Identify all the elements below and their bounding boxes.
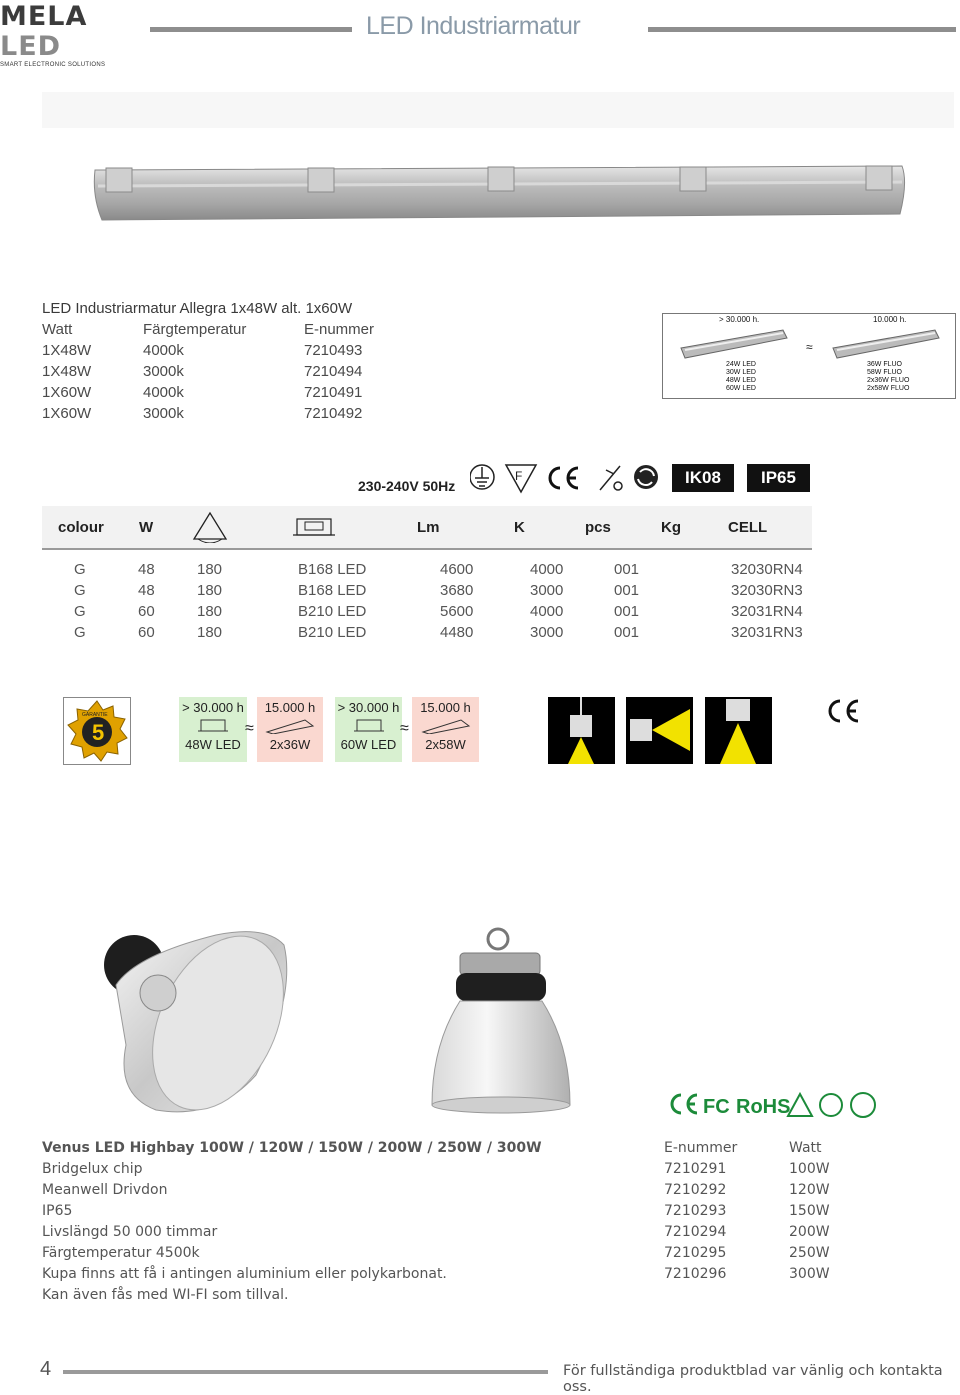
ceiling-mount-icon xyxy=(548,697,615,764)
right-hours: 10.000 h. xyxy=(873,315,907,324)
spec-line: 60W LED xyxy=(726,385,756,392)
col-color-temp: Färgtemperatur xyxy=(143,321,247,338)
spec-line: 48W LED xyxy=(726,377,756,384)
col-enummer: E-nummer xyxy=(664,1140,738,1156)
th-cell: CELL xyxy=(728,519,768,536)
header-rule-left xyxy=(150,27,352,32)
table-row xyxy=(664,1201,830,1222)
recycle-icon xyxy=(634,465,658,489)
warranty-years: 5 xyxy=(92,720,105,745)
highbay-image-reflector xyxy=(96,925,291,1117)
cell-enummer: 7210494 xyxy=(304,363,363,380)
highbay-image-dome xyxy=(430,925,582,1117)
spec-line: 24W LED xyxy=(726,361,756,368)
cell-cell: 32031RN4 xyxy=(731,603,803,620)
cell-kelvin: 3000 xyxy=(530,582,564,599)
spec-line: 2x36W FLUO xyxy=(867,377,910,384)
cell-lamp: B210 LED xyxy=(298,603,367,620)
lifetime-box-led60 xyxy=(335,697,402,762)
logo-text-mela: MELA xyxy=(0,1,88,32)
cell-angle: 180 xyxy=(197,624,223,641)
th-watt: W xyxy=(139,519,154,536)
warranty-seal-icon xyxy=(64,698,130,764)
cell-pcs: 001 xyxy=(614,624,640,641)
cell-watt: 300W xyxy=(789,1266,830,1282)
cell-watt: 150W xyxy=(789,1203,830,1219)
left-hours: > 30.000 h. xyxy=(719,315,760,324)
cell-enummer: 7210491 xyxy=(304,384,363,401)
cell-cell: 32030RN4 xyxy=(731,561,803,578)
fluorescent-tube-icon xyxy=(265,718,315,734)
table-row xyxy=(664,1159,830,1180)
th-kelvin: K xyxy=(514,519,525,536)
product2-features xyxy=(42,1159,447,1306)
cell-cell: 32030RN3 xyxy=(731,582,803,599)
fluo-fixture-icon xyxy=(831,326,943,366)
cell-angle: 180 xyxy=(197,603,223,620)
lifetime-label: 2x36W xyxy=(269,737,311,752)
table-row xyxy=(664,1243,830,1264)
footer-rule xyxy=(63,1370,548,1374)
cell-watt: 200W xyxy=(789,1224,830,1240)
spec-line: 58W FLUO xyxy=(867,369,903,376)
ip-rating-badge: IP65 xyxy=(747,464,810,492)
cell-lumen: 5600 xyxy=(440,603,474,620)
lifetime-box-fluo36 xyxy=(257,697,323,762)
lifetime-hours: > 30.000 h xyxy=(337,700,400,715)
cell-angle: 180 xyxy=(197,561,223,578)
cell-watt: 1X60W xyxy=(42,384,92,401)
beam-angle-icon xyxy=(192,511,228,543)
th-lumen: Lm xyxy=(417,519,440,536)
cell-watt: 60 xyxy=(138,603,155,620)
lamp-type-icon xyxy=(293,513,335,541)
led-module-icon xyxy=(198,718,228,734)
cell-lamp: B168 LED xyxy=(298,561,367,578)
cell-pcs: 001 xyxy=(614,561,640,578)
feature-line: Bridgelux chip xyxy=(42,1161,143,1177)
ik-rating-badge: IK08 xyxy=(672,464,734,492)
table-row xyxy=(42,382,402,403)
product2-title: Venus LED Highbay 100W / 120W / 150W / 200W / 250W / 300W xyxy=(42,1140,542,1156)
spec-line: 30W LED xyxy=(726,369,756,376)
page-number: 4 xyxy=(40,1358,52,1380)
ground-icon xyxy=(470,465,494,489)
fc-mark: FC xyxy=(703,1096,730,1118)
cell-lamp: B168 LED xyxy=(298,582,367,599)
f-mark-letter: F xyxy=(515,469,523,483)
cell-enummer: 7210493 xyxy=(304,342,363,359)
feature-line: Livslängd 50 000 timmar xyxy=(42,1224,218,1240)
approx-sign: ≈ xyxy=(806,340,813,354)
cell-watt: 120W xyxy=(789,1182,830,1198)
spec-line: 36W FLUO xyxy=(867,361,903,368)
lifetime-hours: > 30.000 h xyxy=(182,700,244,715)
cell-lamp: B210 LED xyxy=(298,624,367,641)
certification-logos xyxy=(668,1090,880,1120)
cell-enummer: 7210295 xyxy=(664,1245,727,1261)
cell-watt: 1X48W xyxy=(42,342,92,359)
cell-enummer: 7210293 xyxy=(664,1203,727,1219)
cell-watt: 60 xyxy=(138,624,155,641)
etl-mark-icon xyxy=(851,1093,875,1117)
logo-text-led: LED xyxy=(0,31,62,62)
cell-enummer: 7210296 xyxy=(664,1266,727,1282)
th-colour: colour xyxy=(58,519,104,536)
cell-temp: 3000k xyxy=(143,363,184,380)
ce-mark-icon xyxy=(826,698,862,724)
feature-line: Kupa finns att få i antingen aluminium eller polykarbonat. xyxy=(42,1266,447,1282)
left-spec-list xyxy=(726,361,756,393)
cell-lumen: 3680 xyxy=(440,582,474,599)
rohs-mark: RoHS xyxy=(736,1096,791,1118)
wall-mount-icon xyxy=(626,697,693,764)
no-dimming-icon xyxy=(600,466,622,490)
cell-lumen: 4480 xyxy=(440,624,474,641)
cell-temp: 4000k xyxy=(143,384,184,401)
feature-line: Meanwell Drivdon xyxy=(42,1182,168,1198)
ul-mark-icon xyxy=(820,1094,842,1116)
warranty-badge xyxy=(63,697,131,765)
led-module-icon xyxy=(354,718,384,734)
cell-temp: 4000k xyxy=(143,342,184,359)
f-mark-icon xyxy=(506,465,536,492)
col-watt: Watt xyxy=(789,1140,822,1156)
cell-watt: 48 xyxy=(138,582,155,599)
cell-enummer: 7210292 xyxy=(664,1182,727,1198)
led-fixture-icon xyxy=(679,326,789,366)
cell-pcs: 001 xyxy=(614,603,640,620)
lifetime-label: 48W LED xyxy=(185,737,241,752)
cell-enummer: 7210492 xyxy=(304,405,363,422)
th-kg: Kg xyxy=(661,519,681,536)
led-vs-fluo-comparison xyxy=(662,313,956,399)
cell-enummer: 7210294 xyxy=(664,1224,727,1240)
company-logo xyxy=(0,1,150,68)
product1-header-row xyxy=(42,319,402,340)
page-title: LED Industriarmatur xyxy=(366,12,581,40)
cell-lumen: 4600 xyxy=(440,561,474,578)
lifetime-box-fluo58 xyxy=(412,697,479,762)
cell-watt: 1X48W xyxy=(42,363,92,380)
lifetime-box-led48 xyxy=(179,697,247,762)
ce-mark-green-icon xyxy=(672,1095,697,1113)
feature-line: Kan även fås med WI-FI som tillval. xyxy=(42,1287,289,1303)
cell-colour: G xyxy=(74,603,86,620)
fluorescent-tube-icon xyxy=(421,718,471,734)
col-watt: Watt xyxy=(42,321,73,338)
cell-kelvin: 3000 xyxy=(530,624,564,641)
product-image-allegra xyxy=(40,88,956,268)
cell-watt: 1X60W xyxy=(42,405,92,422)
product1-name: LED Industriarmatur Allegra 1x48W alt. 1x60W xyxy=(42,300,353,317)
col-enummer: E-nummer xyxy=(304,321,375,338)
product2-table xyxy=(664,1138,830,1285)
approx-sign: ≈ xyxy=(400,720,409,737)
cell-enummer: 7210291 xyxy=(664,1161,727,1177)
surface-mount-icon xyxy=(705,697,772,764)
certification-icons xyxy=(470,460,670,494)
lifetime-hours: 15.000 h xyxy=(420,700,471,715)
approx-sign: ≈ xyxy=(245,720,254,737)
logo-tagline: SMART ELECTRONIC SOLUTIONS xyxy=(0,62,106,68)
table-row xyxy=(664,1222,830,1243)
cell-angle: 180 xyxy=(197,582,223,599)
cell-colour: G xyxy=(74,624,86,641)
cell-watt: 250W xyxy=(789,1245,830,1261)
cell-pcs: 001 xyxy=(614,582,640,599)
table-row xyxy=(42,340,402,361)
cell-watt: 48 xyxy=(138,561,155,578)
mounting-icons xyxy=(548,697,772,764)
feature-line: IP65 xyxy=(42,1203,73,1219)
cell-watt: 100W xyxy=(789,1161,830,1177)
header-rule-right xyxy=(648,27,956,32)
voltage-label: 230-240V 50Hz xyxy=(358,478,456,494)
warranty-word: GARANTIE xyxy=(82,712,108,718)
lifetime-label: 60W LED xyxy=(340,737,397,752)
footer-note: För fullständiga produktblad var vänlig och kontakta oss. xyxy=(563,1363,943,1395)
lifetime-label: 2x58W xyxy=(425,737,466,752)
th-pcs: pcs xyxy=(585,519,611,536)
spec-line: 2x58W FLUO xyxy=(867,385,910,392)
cell-cell: 32031RN3 xyxy=(731,624,803,641)
cell-kelvin: 4000 xyxy=(530,561,564,578)
product2-header-row xyxy=(664,1138,830,1159)
table-row xyxy=(664,1264,830,1285)
right-spec-list xyxy=(867,361,909,393)
table-row xyxy=(42,361,402,382)
cell-temp: 3000k xyxy=(143,405,184,422)
cell-colour: G xyxy=(74,582,86,599)
table-row xyxy=(664,1180,830,1201)
tuv-mark-icon xyxy=(788,1094,812,1116)
ce-mark-icon xyxy=(550,468,578,488)
cell-colour: G xyxy=(74,561,86,578)
feature-line: Färgtemperatur 4500k xyxy=(42,1245,200,1261)
product1-table xyxy=(42,319,402,424)
lifetime-hours: 15.000 h xyxy=(264,700,316,715)
cell-kelvin: 4000 xyxy=(530,603,564,620)
table-row xyxy=(42,403,402,424)
